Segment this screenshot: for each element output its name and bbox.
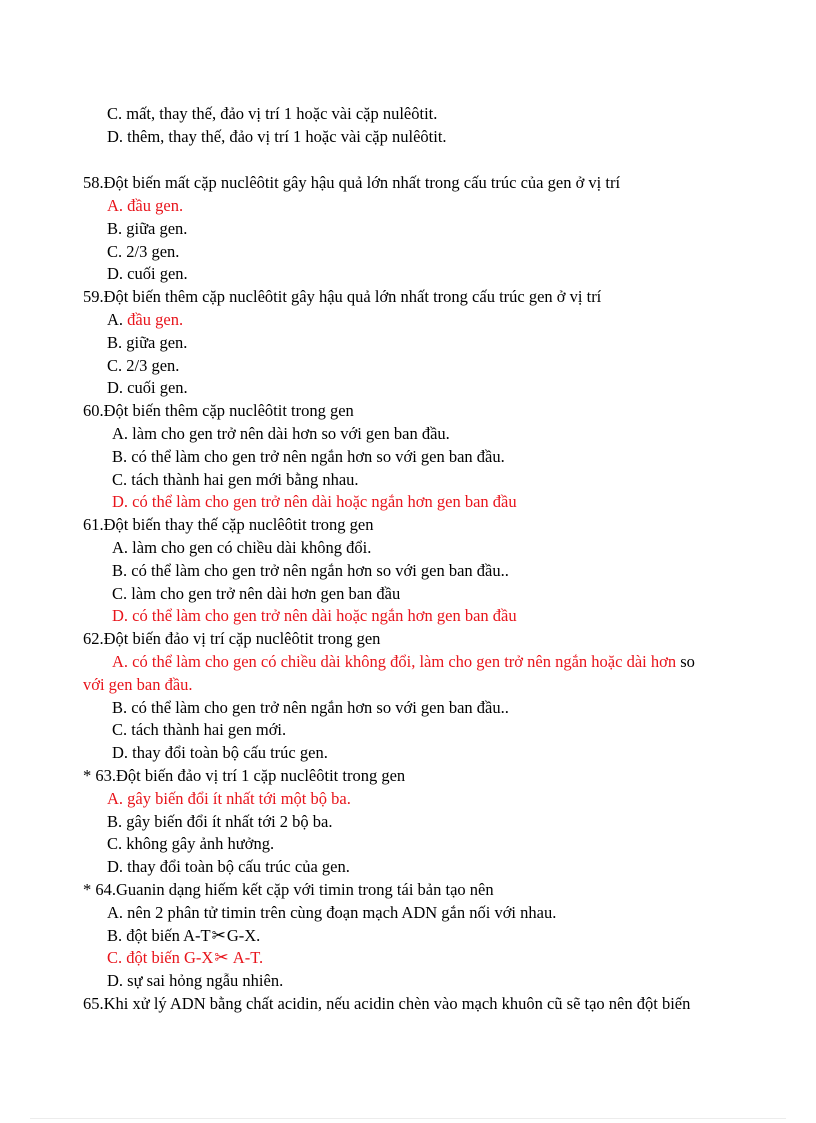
q60-option-c: C. tách thành hai gen mới bằng nhau.	[112, 470, 359, 489]
page-bottom-divider	[30, 1118, 786, 1119]
q58-option-b: B. giữa gen.	[107, 219, 188, 238]
q62-option-b: B. có thể làm cho gen trở nên ngắn hơn so với gen ban đầu..	[112, 698, 509, 717]
q64-option-d: D. sự sai hỏng ngẫu nhiên.	[107, 971, 284, 990]
q58-stem: 58.Đột biến mất cặp nuclêôtit gây hậu quả lớn nhất trong cấu trúc của gen ở vị trí	[83, 173, 621, 192]
q62-option-a-tail: so	[676, 652, 695, 671]
q60-stem: 60.Đột biến thêm cặp nuclêôtit trong gen	[83, 401, 354, 420]
q62-option-a-cont: với gen ban đầu.	[83, 675, 193, 694]
q59-option-d: D. cuối gen.	[107, 378, 188, 397]
q64-option-b-post: G-X.	[226, 926, 261, 945]
q58-option-c: C. 2/3 gen.	[107, 242, 180, 261]
q61-stem: 61.Đột biến thay thế cặp nuclêôtit trong gen	[83, 515, 374, 534]
q60-option-b: B. có thể làm cho gen trở nên ngắn hơn so với gen ban đầu.	[112, 447, 505, 466]
q59-option-a-label: A.	[107, 310, 128, 329]
q64-option-c	[107, 948, 263, 968]
q59-option-a	[107, 310, 183, 330]
scissors-icon: ✂	[214, 948, 229, 968]
q62-option-c: C. tách thành hai gen mới.	[112, 720, 287, 739]
q59-option-c: C. 2/3 gen.	[107, 356, 180, 375]
q64-stem: * 64.Guanin dạng hiếm kết cặp với timin trong tái bản tạo nên	[83, 880, 494, 899]
q62-option-a	[112, 652, 695, 672]
q61-option-b: B. có thể làm cho gen trở nên ngắn hơn so với gen ban đầu..	[112, 561, 509, 580]
q64-option-c-pre: C. đột biến G-X	[107, 948, 214, 967]
q57-option-c: C. mất, thay thế, đảo vị trí 1 hoặc vài cặp nulêôtit.	[107, 104, 438, 123]
q64-option-b	[107, 926, 260, 946]
q63-option-c: C. không gây ảnh hưởng.	[107, 834, 275, 853]
q59-stem: 59.Đột biến thêm cặp nuclêôtit gây hậu quả lớn nhất trong cấu trúc gen ở vị trí	[83, 287, 602, 306]
q61-option-c: C. làm cho gen trở nên dài hơn gen ban đầu	[112, 584, 401, 603]
q62-option-d: D. thay đổi toàn bộ cấu trúc gen.	[112, 743, 328, 762]
q65-stem: 65.Khi xử lý ADN bằng chất acidin, nếu acidin chèn vào mạch khuôn cũ sẽ tạo nên đột biến	[83, 994, 691, 1013]
q60-option-d: D. có thể làm cho gen trở nên dài hoặc ngắn hơn gen ban đầu	[112, 492, 517, 511]
q59-option-a-text: đầu gen.	[127, 310, 184, 329]
q61-option-d: D. có thể làm cho gen trở nên dài hoặc ngắn hơn gen ban đầu	[112, 606, 517, 625]
scissors-icon: ✂	[211, 926, 226, 946]
q62-option-a-red: A. có thể làm cho gen có chiều dài không đổi, làm cho gen trở nên ngắn hoặc dài hơn	[112, 652, 677, 671]
q64-option-b-pre: B. đột biến A-T	[107, 926, 211, 945]
q64-option-c-post: A-T.	[229, 948, 264, 967]
q62-stem: 62.Đột biến đảo vị trí cặp nuclêôtit trong gen	[83, 629, 381, 648]
q64-option-a: A. nên 2 phân tử timin trên cùng đoạn mạch ADN gắn nối với nhau.	[107, 903, 557, 922]
q58-option-a: A. đầu gen.	[107, 196, 184, 215]
q59-option-b: B. giữa gen.	[107, 333, 188, 352]
q58-option-d: D. cuối gen.	[107, 264, 188, 283]
q63-option-a: A. gây biến đổi ít nhất tới một bộ ba.	[107, 789, 351, 808]
q63-option-b: B. gây biến đổi ít nhất tới 2 bộ ba.	[107, 812, 333, 831]
q57-option-d: D. thêm, thay thế, đảo vị trí 1 hoặc vài cặp nulêôtit.	[107, 127, 447, 146]
q61-option-a: A. làm cho gen có chiều dài không đổi.	[112, 538, 372, 557]
q63-option-d: D. thay đổi toàn bộ cấu trúc của gen.	[107, 857, 350, 876]
q63-stem: * 63.Đột biến đảo vị trí 1 cặp nuclêôtit trong gen	[83, 766, 406, 785]
q60-option-a: A. làm cho gen trở nên dài hơn so với gen ban đầu.	[112, 424, 450, 443]
